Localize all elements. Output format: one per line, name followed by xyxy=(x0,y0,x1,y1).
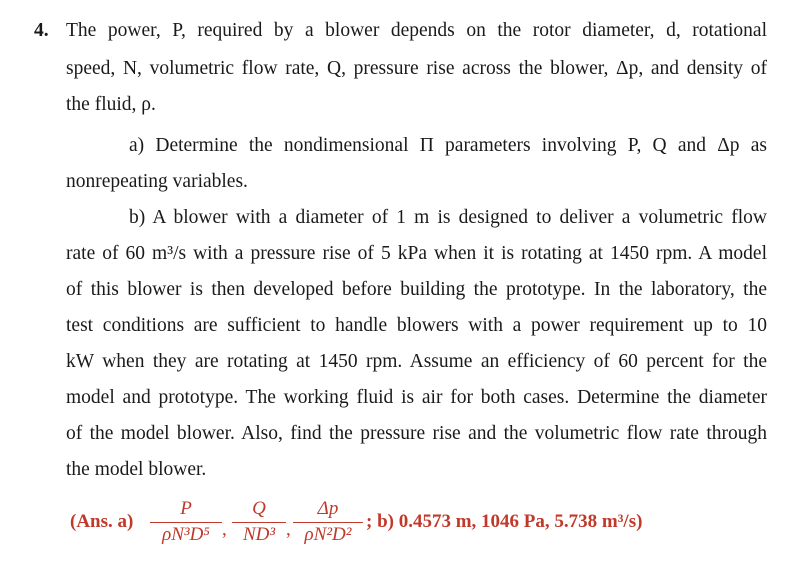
answer-pi1-fraction xyxy=(150,498,222,546)
answer-suffix: ; b) 0.4573 m, 1046 Pa, 5.738 m³/s) xyxy=(366,511,643,532)
part-b-line-3: of this blower is then developed before building the prototype. In the laboratory, the xyxy=(66,279,767,300)
part-b-line-1: b) A blower with a diameter of 1 m is designed to deliver a volumetric flow xyxy=(129,207,767,228)
problem-number: 4. xyxy=(34,20,49,41)
statement-line-3: the fluid, ρ. xyxy=(66,94,156,115)
answer-separator-1: , xyxy=(222,519,227,540)
part-a-line-2: nonrepeating variables. xyxy=(66,171,248,192)
answer-pi3-numerator: Δp xyxy=(317,498,339,519)
answer-pi3-denominator: ρN²D² xyxy=(304,524,352,545)
answer-pi2-denominator: ND³ xyxy=(242,524,276,545)
answer-pi3-fraction xyxy=(293,498,363,546)
part-b-line-7: of the model blower. Also, find the pressure rise and the volumetric flow rate through xyxy=(66,423,767,444)
statement-line-2: speed, N, volumetric flow rate, Q, pressure rise across the blower, Δp, and density of xyxy=(66,58,767,79)
answer-pi2-numerator: Q xyxy=(252,498,266,519)
answer-pi1-numerator: P xyxy=(180,498,192,519)
part-b-line-2: rate of 60 m³/s with a pressure rise of 5 kPa when it is rotating at 1450 rpm. A model xyxy=(66,243,767,264)
answer-separator-2: , xyxy=(286,519,291,540)
answer-pi2-fraction xyxy=(232,498,286,546)
part-b-line-8: the model blower. xyxy=(66,459,207,480)
part-b-line-6: model and prototype. The working fluid is air for both cases. Determine the diameter xyxy=(66,387,767,408)
fraction-bar xyxy=(150,522,222,523)
part-b-line-5: kW when they are rotating at 1450 rpm. Assume an efficiency of 60 percent for the xyxy=(66,351,767,372)
statement-line-1: The power, P, required by a blower depends on the rotor diameter, d, rotational xyxy=(66,20,767,41)
fraction-bar xyxy=(293,522,363,523)
part-a-line-1: a) Determine the nondimensional Π parameters involving P, Q and Δp as xyxy=(129,135,767,156)
part-b-line-4: test conditions are sufficient to handle blowers with a power requirement up to 10 xyxy=(66,315,767,336)
fraction-bar xyxy=(232,522,286,523)
answer-prefix: (Ans. a) xyxy=(70,511,134,532)
problem-line-1 xyxy=(34,20,767,42)
answer-pi1-denominator: ρN³D⁵ xyxy=(162,524,210,545)
